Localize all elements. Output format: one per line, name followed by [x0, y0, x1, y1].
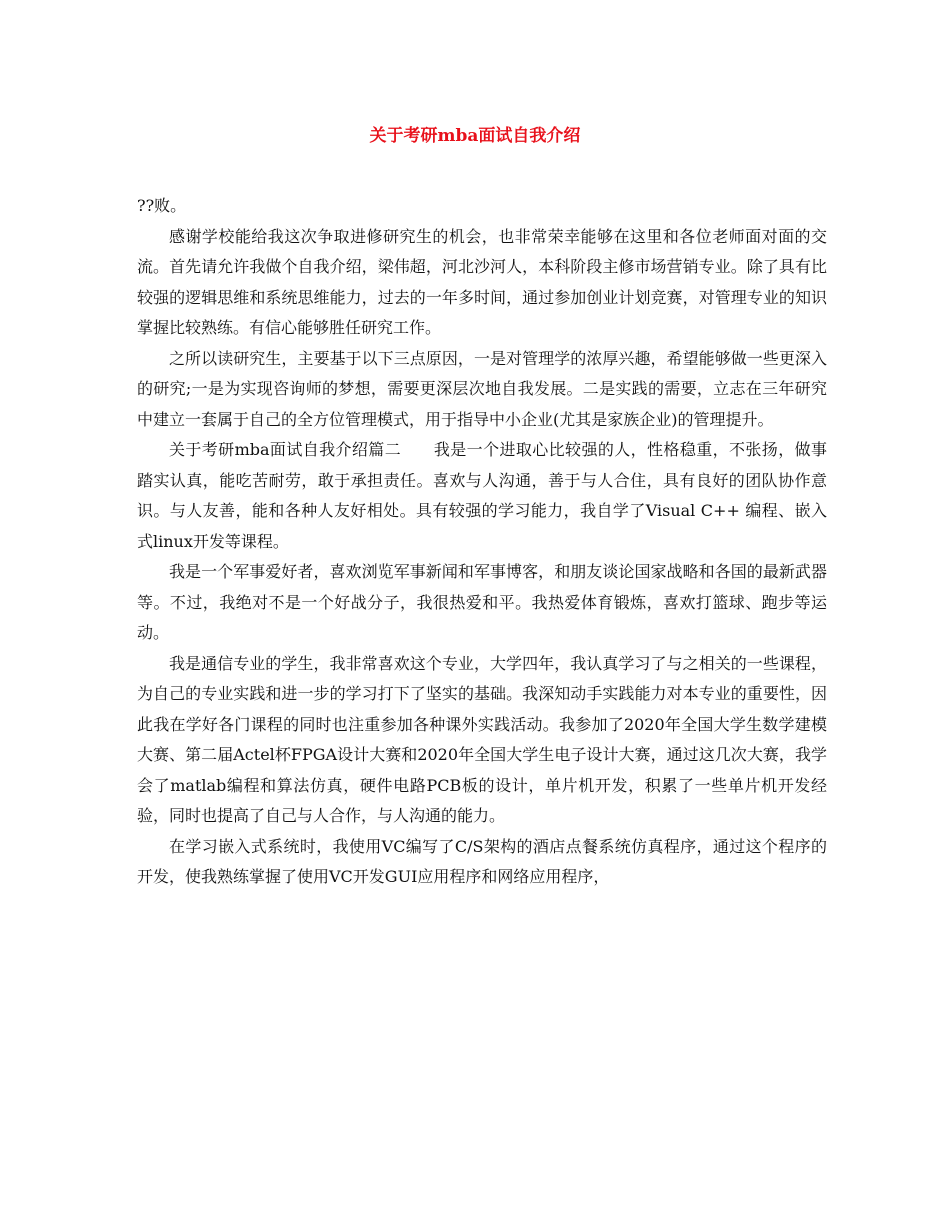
paragraph-hobbies: 我是一个军事爱好者，喜欢浏览军事新闻和军事博客，和朋友谈论国家战略和各国的最新武器等。不过，我绝对不是一个好战分子，我很热爱和平。我热爱体育锻炼，喜欢打篮球、跑步等运动。 [137, 562, 827, 642]
paragraph-fragment: ??败。 [137, 196, 187, 215]
paragraph-embedded-systems: 在学习嵌入式系统时，我使用VC编写了C/S架构的酒店点餐系统仿真程序，通过这个程序的开发，使我熟练掌握了使用VC开发GUI应用程序和网络应用程序， [137, 836, 827, 886]
document-body [137, 191, 827, 893]
document-title: 关于考研mba面试自我介绍 [369, 126, 581, 146]
paragraph-thanks-intro: 感谢学校能给我这次争取进修研究生的机会，也非常荣幸能够在这里和各位老师面对面的交流。首先请允许我做个自我介绍，梁伟超，河北沙河人，本科阶段主修市场营销专业。除了具有比较强的逻辑思维和系统思维能力，过去的一年多时间，通过参加创业计划竞赛，对管理专业的知识掌握比较熟练。有信心能够胜任研究工作。 [137, 226, 827, 337]
paragraph-major-practice: 我是通信专业的学生，我非常喜欢这个专业，大学四年，我认真学习了与之相关的一些课程，为自己的专业实践和进一步的学习打下了坚实的基础。我深知动手实践能力对本专业的重要性，因此我在学好各门课程的同时也注重参加各种课外实践活动。我参加了2020年全国大学生数学建模大赛、第二届Actel杯FPGA设计大赛和2020年全国大学生电子设计大赛，通过这几次大赛，我学会了matlab编程和算法仿真，硬件电路PCB板的设计，单片机开发，积累了一些单片机开发经验，同时也提高了自己与人合作，与人沟通的能力。 [137, 653, 827, 825]
paragraph-reasons: 之所以读研究生，主要基于以下三点原因，一是对管理学的浓厚兴趣，希望能够做一些更深入的研究;一是为实现咨询师的梦想，需要更深层次地自我发展。二是实践的需要，立志在三年研究中建立一套属于自己的全方位管理模式，用于指导中小企业(尤其是家族企业)的管理提升。 [137, 348, 827, 429]
paragraph-personality: 关于考研mba面试自我介绍篇二 我是一个进取心比较强的人，性格稳重，不张扬，做事踏实认真，能吃苦耐劳，敢于承担责任。喜欢与人沟通，善于与人合住，具有良好的团队协作意识。与人友善，能和各种人友好相处。具有较强的学习能力，我自学了Visual C++ 编程、嵌入式linux开发等课程。 [137, 440, 827, 551]
